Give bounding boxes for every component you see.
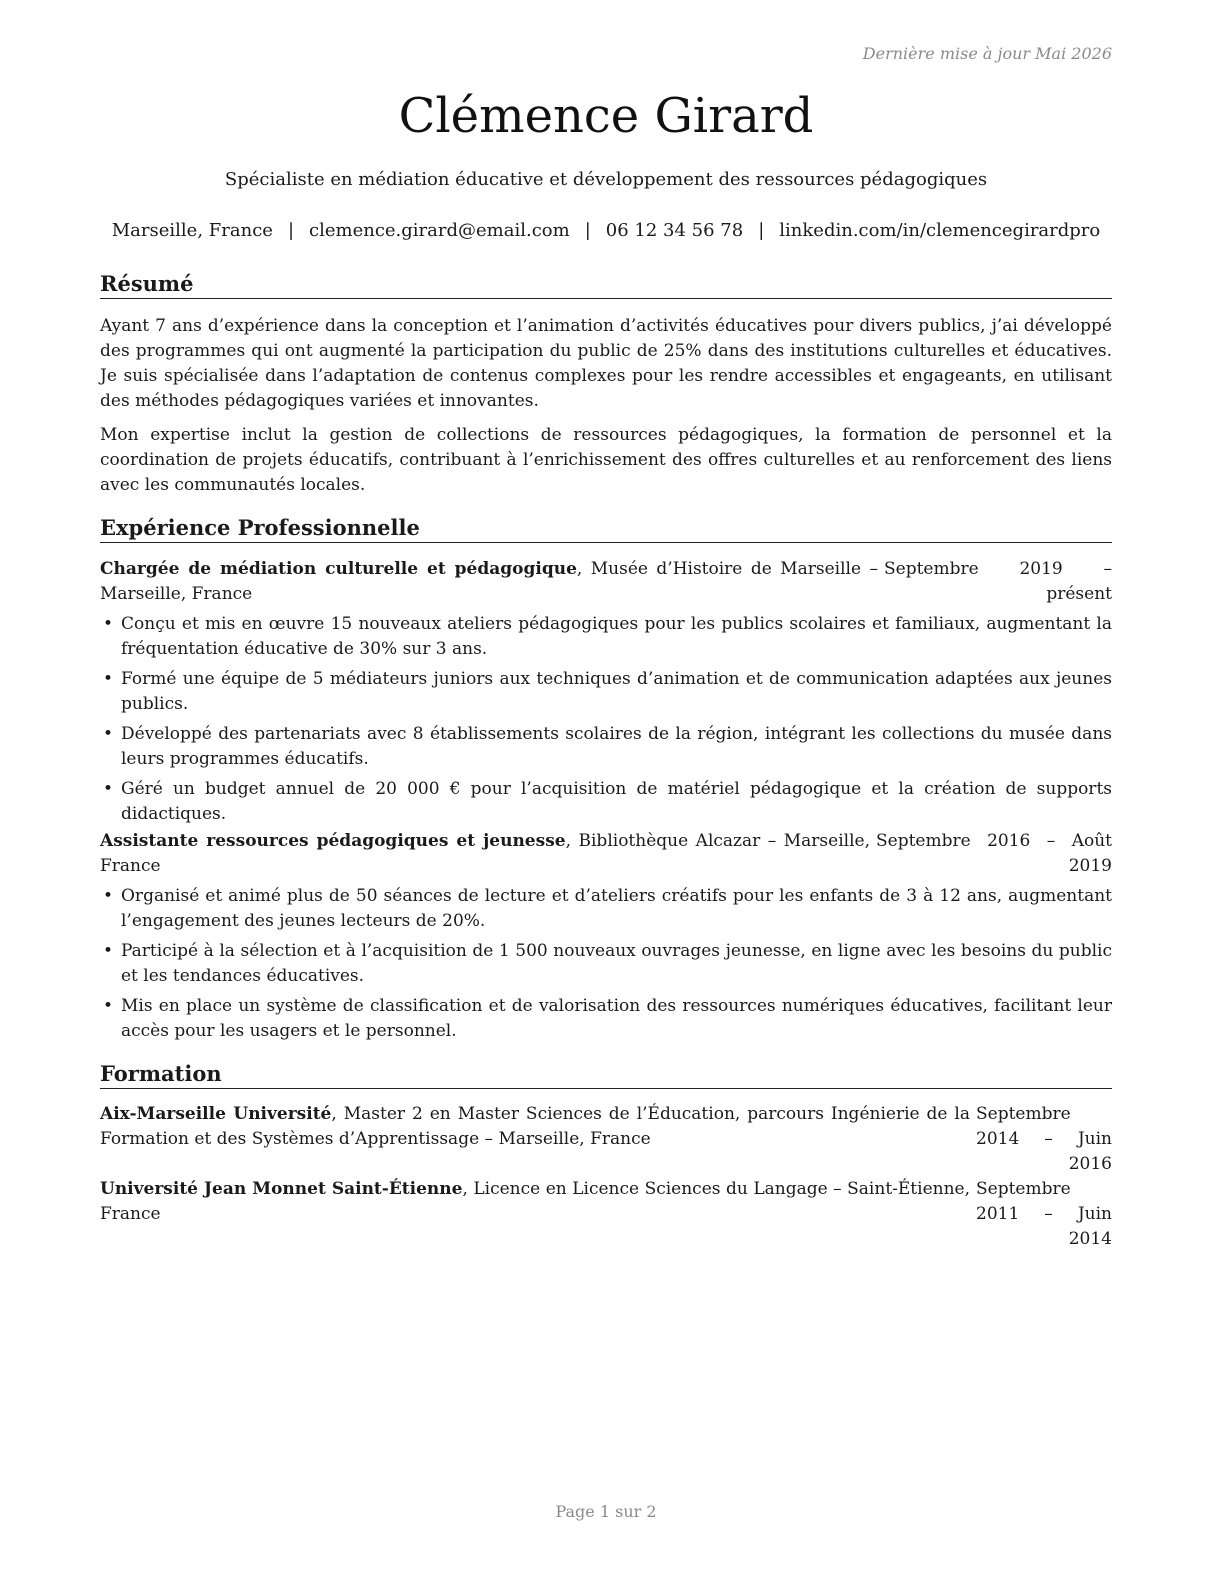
bullet-icon: • (103, 941, 114, 961)
list-item (100, 884, 1112, 934)
last-updated: Dernière mise à jour Mai 2026 (862, 44, 1112, 63)
list-item (100, 994, 1112, 1044)
education-dates: Septembre 2014 – Juin 2016 (976, 1104, 1112, 1174)
list-item (100, 667, 1112, 717)
job-details: , Musée d’Histoire de Marseille – Marseille, France (100, 559, 878, 604)
education-dates: Septembre 2011 – Juin 2014 (976, 1179, 1112, 1249)
job-title-line (100, 829, 870, 879)
summary-paragraph: Mon expertise inclut la gestion de collections de ressources pédagogiques, la formation de personnel et la coordination de projets éducatifs, contribuant à l’enrichissement des offres culturelles et au renforcement des liens avec les communautés locales. (100, 425, 1112, 495)
bullet-icon: • (103, 614, 114, 634)
contact-linkedin[interactable]: linkedin.com/in/clemencegirardpro (779, 220, 1101, 241)
job-bullets (100, 884, 1112, 1049)
resume-page (100, 0, 1112, 1584)
contact-phone: 06 12 34 56 78 (605, 220, 744, 241)
bullet-text: Géré un budget annuel de 20 000 € pour l’acquisition de matériel pédagogique et la création de supports didactiques. (121, 779, 1112, 824)
bullet-icon: • (103, 779, 114, 799)
education-school: Aix-Marseille Université (100, 1104, 332, 1124)
job-role: Assistante ressources pédagogiques et jeunesse (100, 831, 566, 851)
contact-line (100, 219, 1112, 243)
job-details: , Bibliothèque Alcazar – Marseille, France (100, 831, 870, 876)
bullet-text: Formé une équipe de 5 médiateurs juniors aux techniques d’animation et de communication adaptées aux jeunes publics. (121, 669, 1112, 714)
bullet-text: Participé à la sélection et à l’acquisition de 1 500 nouveaux ouvrages jeunesse, en ligne avec les besoins du public et les tendances éducatives. (121, 941, 1112, 986)
contact-separator: | (584, 220, 591, 241)
summary-paragraph: Ayant 7 ans d’expérience dans la conception et l’animation d’activités éducatives pour divers publics, j’ai développé des programmes qui ont augmenté la participation du public de 25% dans des institutions culturelles et éducatives. Je suis spécialisée dans l’adaptation de contenus complexes pour les rendre accessibles et engageants, en utilisant des méthodes pédagogiques variées et innovantes. (100, 316, 1112, 411)
list-item (100, 612, 1112, 662)
bullet-icon: • (103, 724, 114, 744)
section-title-education: Formation (100, 1061, 1112, 1089)
education-entry (100, 1177, 1112, 1249)
bullet-text: Organisé et animé plus de 50 séances de lecture et d’ateliers créatifs pour les enfants de 3 à 12 ans, augmentant l’engagement des jeunes lecteurs de 20%. (121, 886, 1112, 931)
job-role: Chargée de médiation culturelle et pédagogique (100, 559, 577, 579)
section-title-experience: Expérience Professionnelle (100, 515, 1112, 543)
education-entry (100, 1102, 1112, 1174)
candidate-name: Clémence Girard (398, 88, 814, 144)
list-item (100, 722, 1112, 772)
contact-separator: | (758, 220, 765, 241)
bullet-icon: • (103, 996, 114, 1016)
education-details: , Master 2 en Master Sciences de l’Éducation, parcours Ingénierie de la Formation et des Systèmes d’Apprentissage – Marseille, France (100, 1104, 970, 1149)
education-school: Université Jean Monnet Saint-Étienne (100, 1179, 463, 1199)
job-header (100, 829, 1112, 879)
headline: Spécialiste en médiation éducative et développement des ressources pédagogiques (224, 169, 988, 190)
job-bullets (100, 612, 1112, 832)
bullet-text: Mis en place un système de classification et de valorisation des ressources numériques éducatives, facilitant leur accès pour les usagers et le personnel. (121, 996, 1112, 1041)
contact-email[interactable]: clemence.girard@email.com (309, 220, 570, 241)
education-title-line (100, 1102, 970, 1152)
job-header (100, 557, 1112, 607)
bullet-icon: • (103, 669, 114, 689)
list-item (100, 777, 1112, 827)
bullet-text: Conçu et mis en œuvre 15 nouveaux ateliers pédagogiques pour les publics scolaires et familiaux, augmentant la fréquentation éducative de 30% sur 3 ans. (121, 614, 1112, 659)
education-title-line (100, 1177, 970, 1227)
job-dates: Septembre 2016 – Août 2019 (876, 831, 1112, 876)
job-title-line (100, 557, 878, 607)
list-item (100, 939, 1112, 989)
education-details: , Licence en Licence Sciences du Langage – Saint-Étienne, France (100, 1179, 970, 1224)
page-number: Page 1 sur 2 (555, 1502, 657, 1521)
bullet-icon: • (103, 886, 114, 906)
section-title-summary: Résumé (100, 271, 1112, 299)
contact-separator: | (287, 220, 295, 241)
contact-location: Marseille, France (111, 220, 273, 241)
bullet-text: Développé des partenariats avec 8 établissements scolaires de la région, intégrant les collections du musée dans leurs programmes éducatifs. (121, 724, 1112, 769)
job-dates: Septembre 2019 – présent (884, 559, 1112, 604)
